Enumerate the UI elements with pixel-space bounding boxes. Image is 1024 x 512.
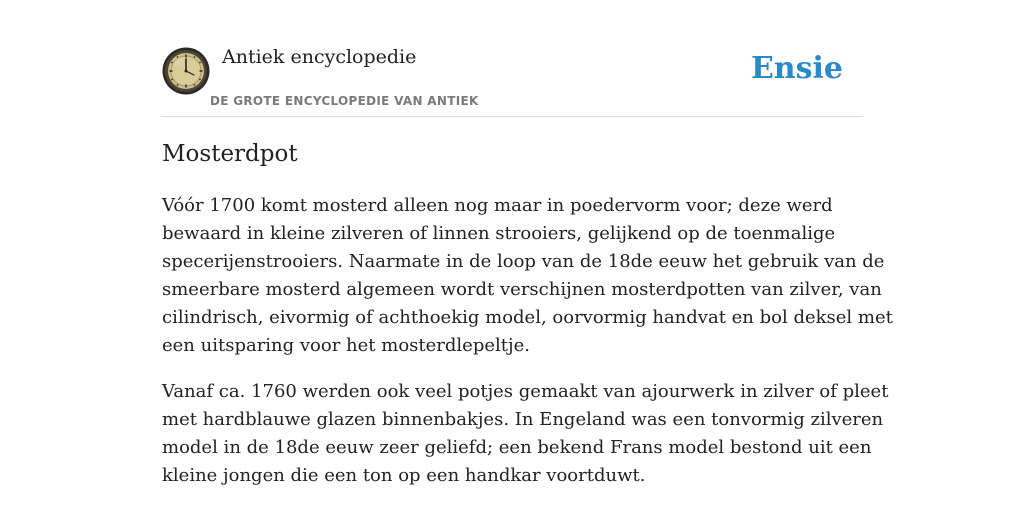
paragraph-line: bewaard in kleine zilveren of linnen strooiers, gelijkend op de toenmalige bbox=[162, 223, 836, 244]
paragraph-line: met hardblauwe glazen binnenbakjes. In Engeland was een tonvormig zilveren bbox=[162, 409, 884, 430]
article bbox=[162, 137, 893, 490]
paragraph-line: een uitsparing voor het mosterdlepeltje. bbox=[162, 335, 530, 356]
site-title[interactable]: Antiek encyclopedie bbox=[222, 46, 417, 68]
paragraph-line: specerijenstrooiers. Naarmate in de loop van de 18de eeuw het gebruik van de bbox=[162, 251, 885, 272]
article-paragraph bbox=[162, 378, 889, 490]
brand-logo[interactable]: Ensie bbox=[750, 51, 843, 86]
article-paragraph bbox=[162, 192, 893, 360]
paragraph-line: model in de 18de eeuw zeer geliefd; een bekend Frans model bestond uit een bbox=[162, 437, 872, 458]
paragraph-line: Vanaf ca. 1760 werden ook veel potjes gemaakt van ajourwerk in zilver of pleet bbox=[162, 381, 889, 402]
paragraph-line: cilindrisch, eivormig of achthoekig model, oorvormig handvat en bol deksel met bbox=[162, 307, 893, 328]
paragraph-line: smeerbare mosterd algemeen wordt verschijnen mosterdpotten van zilver, van bbox=[162, 279, 882, 300]
page-title: Mosterdpot bbox=[162, 141, 298, 167]
paragraph-line: kleine jongen die een ton op een handkar voortduwt. bbox=[162, 465, 646, 486]
site-subtitle: DE GROTE ENCYCLOPEDIE VAN ANTIEK bbox=[210, 94, 479, 108]
paragraph-line: Vóór 1700 komt mosterd alleen nog maar in poedervorm voor; deze werd bbox=[162, 195, 833, 216]
site-header bbox=[162, 40, 862, 117]
clock-icon[interactable] bbox=[162, 47, 210, 95]
